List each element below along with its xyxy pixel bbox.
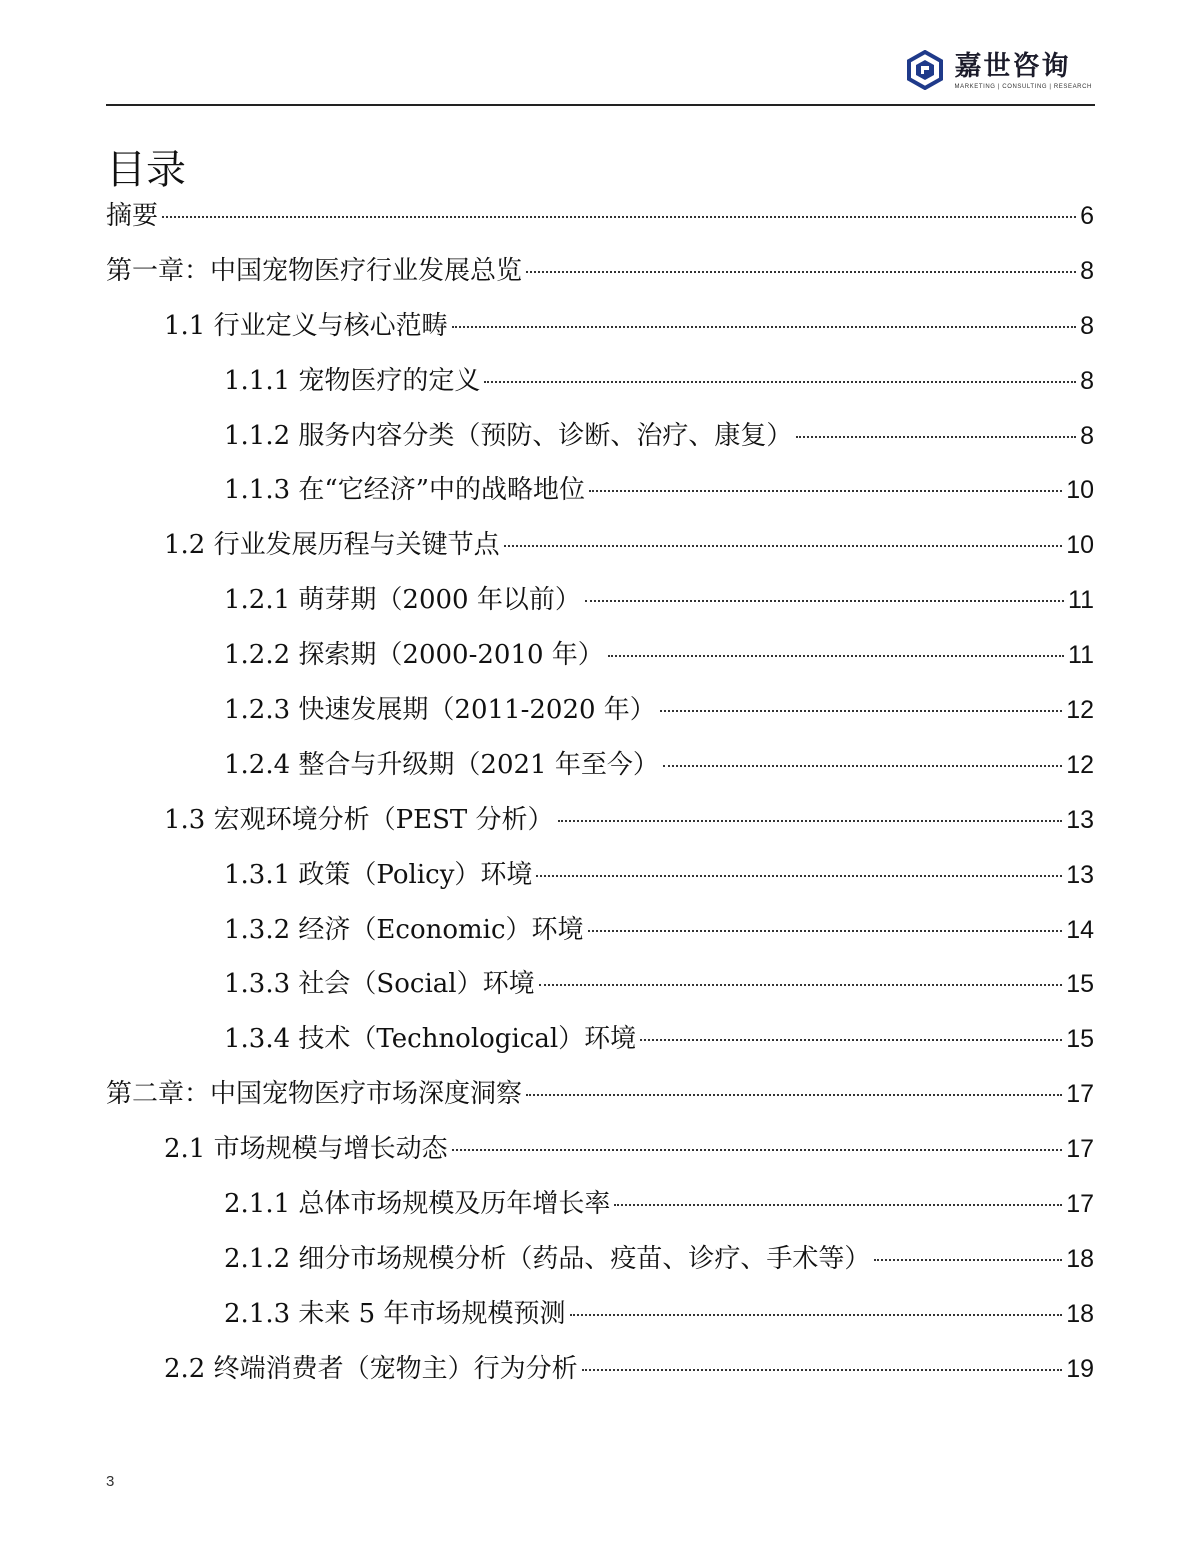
toc-entry-page: 15 <box>1066 1025 1094 1054</box>
table-of-contents <box>106 195 1094 1403</box>
toc-entry-label: 1.1 行业定义与核心范畴 <box>164 310 448 341</box>
toc-entry-label: 1.3.4 技术（Technological）环境 <box>224 1024 637 1055</box>
toc-entry-label: 2.1.2 细分市场规模分析（药品、疫苗、诊疗、手术等） <box>224 1243 871 1274</box>
dot-leader <box>162 216 1076 218</box>
toc-entry[interactable] <box>106 469 1094 524</box>
toc-entry-page: 11 <box>1068 641 1094 670</box>
dot-leader <box>874 1259 1062 1261</box>
dot-leader <box>608 655 1064 657</box>
toc-entry[interactable] <box>106 909 1094 964</box>
dot-leader <box>484 381 1076 383</box>
toc-entry[interactable] <box>106 689 1094 744</box>
dot-leader <box>452 1149 1063 1151</box>
toc-entry-page: 8 <box>1080 311 1094 340</box>
toc-entry[interactable] <box>106 195 1094 250</box>
toc-entry-label: 摘要 <box>106 201 159 231</box>
toc-entry-label: 第二章：中国宠物医疗市场深度洞察 <box>106 1079 523 1110</box>
toc-entry-page: 8 <box>1080 256 1094 285</box>
toc-entry[interactable] <box>106 415 1094 470</box>
dot-leader <box>585 600 1064 602</box>
toc-entry-label: 1.3.1 政策（Policy）环境 <box>224 859 533 890</box>
toc-entry-page: 14 <box>1066 915 1094 944</box>
toc-entry[interactable] <box>106 1293 1094 1348</box>
dot-leader <box>640 1039 1062 1041</box>
toc-entry-page: 18 <box>1066 1244 1094 1273</box>
toc-entry[interactable] <box>106 1238 1094 1293</box>
toc-entry[interactable] <box>106 744 1094 799</box>
toc-entry-label: 2.1.1 总体市场规模及历年增长率 <box>224 1189 611 1220</box>
toc-title: 目录 <box>106 147 186 193</box>
toc-entry-page: 10 <box>1066 476 1094 505</box>
toc-entry[interactable] <box>106 360 1094 415</box>
toc-entry-label: 1.1.1 宠物医疗的定义 <box>224 365 481 396</box>
toc-entry-page: 18 <box>1066 1299 1094 1328</box>
toc-entry[interactable] <box>106 1348 1094 1403</box>
toc-entry[interactable] <box>106 634 1094 689</box>
toc-entry-page: 17 <box>1066 1190 1094 1219</box>
toc-entry-page: 12 <box>1066 750 1094 779</box>
dot-leader <box>558 820 1063 822</box>
toc-entry-page: 17 <box>1066 1135 1094 1164</box>
toc-entry-page: 10 <box>1066 531 1094 560</box>
toc-entry-label: 1.2.2 探索期（2000-2010 年） <box>224 640 604 671</box>
page-number: 3 <box>106 1473 115 1490</box>
dot-leader <box>589 490 1062 492</box>
toc-entry-label: 1.1.3 在“它经济”中的战略地位 <box>224 475 586 506</box>
dot-leader <box>614 1204 1062 1206</box>
toc-entry-page: 19 <box>1066 1354 1094 1383</box>
header-divider <box>106 104 1095 106</box>
dot-leader <box>526 1094 1062 1096</box>
toc-entry-label: 1.2.4 整合与升级期（2021 年至今） <box>224 749 659 780</box>
toc-entry-page: 13 <box>1066 860 1094 889</box>
toc-entry-page: 17 <box>1066 1080 1094 1109</box>
toc-entry-label: 1.3 宏观环境分析（PEST 分析） <box>164 804 554 835</box>
toc-entry[interactable] <box>106 579 1094 634</box>
dot-leader <box>452 326 1076 328</box>
logo-icon <box>905 50 945 90</box>
toc-entry-page: 6 <box>1080 202 1094 230</box>
toc-entry-label: 2.1 市场规模与增长动态 <box>164 1134 448 1165</box>
toc-entry-label: 2.1.3 未来 5 年市场规模预测 <box>224 1298 566 1329</box>
dot-leader <box>588 930 1063 932</box>
dot-leader <box>526 271 1076 273</box>
toc-entry[interactable] <box>106 963 1094 1018</box>
dot-leader <box>660 710 1062 712</box>
toc-entry-page: 8 <box>1080 366 1094 395</box>
toc-entry-label: 1.3.3 社会（Social）环境 <box>224 969 535 1000</box>
toc-entry-page: 12 <box>1066 696 1094 725</box>
logo-tagline: MARKETING | CONSULTING | RESEARCH <box>954 83 1092 90</box>
dot-leader <box>539 984 1063 986</box>
dot-leader <box>536 875 1062 877</box>
logo-name: 嘉世咨询 <box>954 50 1071 82</box>
toc-entry-label: 1.2.1 萌芽期（2000 年以前） <box>224 585 581 616</box>
toc-entry-label: 1.3.2 经济（Economic）环境 <box>224 914 584 945</box>
toc-entry[interactable] <box>106 524 1094 579</box>
dot-leader <box>663 765 1062 767</box>
dot-leader <box>504 545 1063 547</box>
toc-entry[interactable] <box>106 1183 1094 1238</box>
toc-entry-page: 11 <box>1068 586 1094 615</box>
toc-entry[interactable] <box>106 799 1094 854</box>
toc-entry-label: 1.2.3 快速发展期（2011-2020 年） <box>224 695 656 726</box>
brand-logo <box>905 50 1093 90</box>
dot-leader <box>796 436 1076 438</box>
toc-entry[interactable] <box>106 1073 1094 1128</box>
toc-entry-page: 8 <box>1080 421 1094 450</box>
dot-leader <box>570 1314 1063 1316</box>
toc-entry-label: 2.2 终端消费者（宠物主）行为分析 <box>164 1353 578 1384</box>
toc-entry-label: 1.2 行业发展历程与关键节点 <box>164 530 500 561</box>
toc-entry[interactable] <box>106 250 1094 305</box>
toc-entry[interactable] <box>106 305 1094 360</box>
toc-entry-page: 13 <box>1066 805 1094 834</box>
toc-entry-label: 第一章：中国宠物医疗行业发展总览 <box>106 255 523 286</box>
toc-entry[interactable] <box>106 854 1094 909</box>
toc-entry-label: 1.1.2 服务内容分类（预防、诊断、治疗、康复） <box>224 420 793 451</box>
toc-entry[interactable] <box>106 1128 1094 1183</box>
toc-entry[interactable] <box>106 1018 1094 1073</box>
toc-entry-page: 15 <box>1066 970 1094 999</box>
dot-leader <box>582 1369 1063 1371</box>
